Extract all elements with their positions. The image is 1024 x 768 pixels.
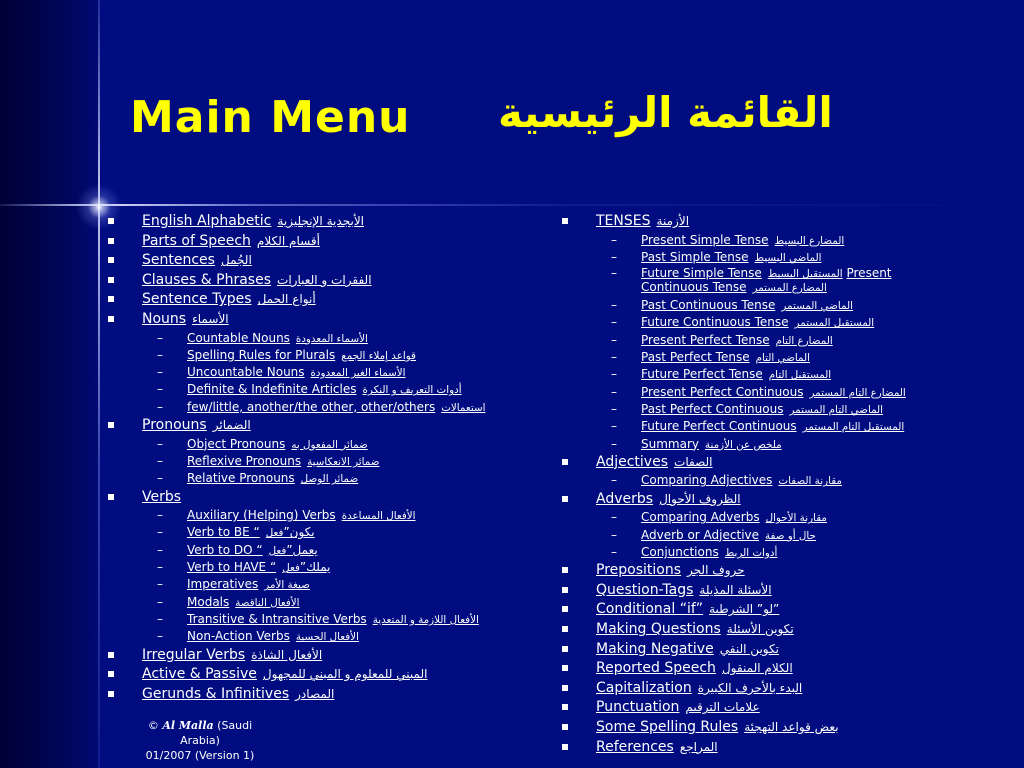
dash-icon: – [157, 611, 163, 626]
bullet-icon [562, 606, 568, 612]
submenu-label-ar: المستقبل البسيط [767, 268, 843, 281]
title-arabic: القائمة الرئيسية [498, 88, 833, 137]
submenu-label-en: Present Simple Tense [641, 232, 769, 247]
dash-icon: – [157, 347, 163, 362]
submenu-item-comparing-adjectives [560, 472, 1000, 489]
dash-icon: – [157, 508, 163, 523]
submenu-item-present-perfect-tense [560, 332, 1000, 349]
submenu-label-en: Present Perfect Continuous [641, 384, 804, 399]
submenu-item-modals [106, 594, 556, 611]
menu-link-making-negative[interactable] [596, 641, 779, 657]
submenu-item-comparing-adverbs [560, 509, 1000, 526]
menu-label-en: Clauses & Phrases [142, 271, 271, 288]
dash-icon: – [157, 594, 163, 609]
menu-item-active-passive [106, 665, 556, 685]
menu-item-clauses-phrases [106, 271, 556, 291]
bullet-icon [108, 691, 114, 697]
dash-icon: – [157, 399, 163, 414]
submenu-item-present-perfect-continuous [560, 384, 1000, 401]
menu-item-nouns [106, 310, 556, 330]
menu-label-ar: الصفات [674, 454, 713, 469]
dash-icon: – [157, 365, 163, 380]
horizontal-light-line [0, 204, 1024, 206]
menu-label-en: Conditional “if” [596, 601, 704, 618]
submenu-item-countable-nouns [106, 330, 556, 347]
submenu-label-ar: مقارنة الصفات [778, 475, 842, 488]
submenu-label-en: Auxiliary (Helping) Verbs [187, 508, 336, 523]
menu-item-making-negative [560, 640, 1000, 660]
bullet-icon [108, 218, 114, 224]
submenu-link-conjunctions[interactable] [641, 545, 777, 559]
menu-link-clauses-phrases[interactable] [142, 272, 372, 288]
menu-label-ar: المصادر [295, 686, 335, 701]
menu-label-en: English Alphabetic [142, 213, 272, 229]
submenu-label-en: Reflexive Pronouns [187, 453, 302, 468]
bullet-icon [562, 724, 568, 730]
menu-item-sentences [106, 251, 556, 271]
submenu-label-en: Summary [641, 436, 699, 451]
submenu-item-past-perfect-continuous [560, 401, 1000, 418]
bullet-icon [108, 494, 114, 500]
dash-icon: – [611, 232, 617, 247]
dash-icon: – [157, 525, 163, 540]
submenu-link-uncountable-nouns[interactable] [187, 365, 406, 379]
submenu-label-en: Non-Action Verbs [187, 629, 290, 644]
dash-icon: – [157, 471, 163, 486]
title-english: Main Menu [130, 92, 411, 143]
dash-icon: – [611, 249, 617, 264]
menu-link-reported-speech[interactable] [596, 660, 793, 676]
menu-link-references[interactable] [596, 739, 718, 755]
menu-label-en: Making Negative [596, 640, 714, 657]
right-menu-column [560, 212, 1000, 757]
submenu-link-past-simple-tense[interactable] [641, 250, 822, 264]
bullet-icon [562, 704, 568, 710]
submenu-label-ar: ضمائر المفعول به [291, 438, 368, 451]
submenu-item-few-little-another-the-other-other-others [106, 399, 556, 416]
bullet-icon [108, 257, 114, 263]
submenu-label-en: Comparing Adjectives [641, 473, 773, 488]
submenu-item-adverb-or-adjective [560, 527, 1000, 544]
bullet-icon [562, 587, 568, 593]
submenu-label-en: Past Continuous Tense [641, 298, 776, 313]
submenu-item-uncountable-nouns [106, 364, 556, 381]
menu-item-reported-speech [560, 659, 1000, 679]
submenu-link-imperatives[interactable] [187, 577, 310, 591]
submenu-label-ar: فعل [268, 544, 287, 557]
dash-icon: – [157, 436, 163, 451]
submenu-label-en: Future Simple Tense [641, 266, 762, 281]
menu-link-adjectives[interactable] [596, 454, 713, 470]
submenu-item-future-simple-tense [560, 266, 1000, 297]
submenu-label-ar: الأفعال المساعدة [341, 510, 416, 523]
submenu-label-en: few/little, another/the other, other/others [187, 399, 436, 414]
submenu-item-reflexive-pronouns [106, 453, 556, 470]
bullet-icon [562, 496, 568, 502]
bullet-icon [108, 296, 114, 302]
submenu-item-past-simple-tense [560, 249, 1000, 266]
submenu-label-en: Adverb or Adjective [641, 527, 760, 542]
menu-label-ar: حروف الجر [687, 563, 745, 578]
submenu-link-present-perfect-tense[interactable] [641, 333, 833, 347]
submenu-label-en: Verb to BE “يكون” [187, 525, 315, 540]
menu-label-en: Nouns [142, 310, 187, 327]
dash-icon: – [611, 473, 617, 488]
dash-icon: – [157, 330, 163, 345]
submenu-item-future-continuous-tense [560, 314, 1000, 331]
menu-item-adverbs [560, 490, 1000, 510]
menu-label-en: Verbs [142, 488, 182, 505]
menu-label-ar: الأسئلة المذيلة [699, 582, 772, 597]
dash-icon: – [611, 401, 617, 416]
dash-icon: – [157, 542, 163, 557]
dash-icon: – [611, 527, 617, 542]
submenu-item-imperatives [106, 576, 556, 593]
submenu-item-present-simple-tense [560, 232, 1000, 249]
submenu-label-en: Modals [187, 594, 230, 609]
menu-link-irregular-verbs[interactable] [142, 647, 322, 663]
submenu-link-object-pronouns[interactable] [187, 437, 368, 451]
menu-link-parts-of-speech[interactable] [142, 233, 320, 249]
menu-link-verbs[interactable] [142, 489, 181, 505]
menu-item-parts-of-speech [106, 232, 556, 252]
menu-label-en: Parts of Speech [142, 232, 251, 249]
menu-link-gerunds-infinitives[interactable] [142, 686, 334, 702]
menu-item-gerunds-infinitives [106, 685, 556, 705]
menu-item-irregular-verbs [106, 646, 556, 666]
submenu-label-en: Past Perfect Tense [641, 350, 750, 365]
menu-label-en: Capitalization [596, 679, 692, 696]
menu-item-conditional-if [560, 600, 1000, 620]
submenu-label-en: Definite & Indefinite Articles [187, 382, 357, 397]
menu-item-tenses [560, 212, 1000, 232]
submenu-label-ar: الماضي المستمر [781, 300, 854, 313]
submenu-label-ar: المضارع المستمر [752, 282, 827, 295]
submenu-link-spelling-rules-for-plurals[interactable] [187, 348, 416, 362]
submenu-link-reflexive-pronouns[interactable] [187, 454, 380, 468]
menu-link-sentences[interactable] [142, 252, 252, 268]
submenu-item-past-continuous-tense [560, 297, 1000, 314]
menu-label-en: Punctuation [596, 699, 680, 716]
submenu-label-en: Conjunctions [641, 544, 719, 559]
menu-label-en: Prepositions [596, 562, 682, 579]
bullet-icon [108, 652, 114, 658]
bullet-icon [562, 665, 568, 671]
dash-icon: – [157, 560, 163, 575]
dash-icon: – [611, 315, 617, 330]
submenu-label-ar: أدوات التعريف و النكرة [362, 384, 462, 397]
bullet-icon [562, 567, 568, 573]
bullet-icon [562, 744, 568, 750]
menu-label-en: Sentence Types [142, 291, 252, 308]
menu-item-capitalization [560, 679, 1000, 699]
dash-icon: – [611, 350, 617, 365]
submenu-link-future-continuous-tense[interactable] [641, 315, 874, 329]
submenu-label-ar: الماضي البسيط [754, 251, 822, 264]
menu-label-ar: الأزمنة [656, 214, 690, 228]
menu-item-question-tags [560, 581, 1000, 601]
menu-item-sentence-types [106, 290, 556, 310]
bullet-icon [108, 238, 114, 244]
menu-link-making-questions[interactable] [596, 621, 794, 637]
bullet-icon [562, 626, 568, 632]
submenu-label-en: Future Perfect Continuous [641, 419, 797, 434]
menu-label-ar: الكلام المنقول [721, 661, 793, 676]
dash-icon: – [611, 332, 617, 347]
menu-label-ar: تكوين الأسئلة [726, 622, 794, 637]
submenu-label-ar: فعل [265, 527, 284, 540]
menu-label-en: Adverbs [596, 490, 654, 507]
submenu-label-ar: المستقبل التام [768, 369, 832, 382]
submenu-label-ar: الأسماء الغير المعدودة [310, 367, 406, 380]
submenu-item-definite-indefinite-articles [106, 381, 556, 398]
submenu-label-ar: المضارع البسيط [774, 234, 845, 247]
submenu-label-en: Imperatives [187, 577, 259, 592]
submenu-item-verb-to-be [106, 524, 556, 541]
dash-icon: – [611, 510, 617, 525]
submenu-label-en: Present Perfect Tense [641, 332, 770, 347]
submenu-label-en: Comparing Adverbs [641, 510, 760, 525]
submenu-label-ar: ضمائر الوصل [300, 473, 359, 486]
submenu-link-past-perfect-tense[interactable] [641, 350, 810, 364]
submenu-item-transitive-intransitive-verbs [106, 611, 556, 628]
menu-item-references [560, 738, 1000, 758]
right-menu-list [560, 212, 1000, 757]
submenu-label-ar: المستقبل التام المستمر [802, 421, 905, 434]
menu-label-ar: البدء بالأحرف الكبيرة [697, 680, 803, 695]
menu-link-some-spelling-rules[interactable] [596, 719, 839, 735]
menu-label-ar: الأسماء [192, 311, 229, 326]
version-date: 01/2007 (Version 1) [145, 749, 255, 762]
menu-link-prepositions[interactable] [596, 562, 745, 578]
submenu-link-present-simple-tense[interactable] [641, 233, 844, 247]
menu-label-ar: لو” الشرطية” [709, 602, 780, 617]
submenu-label-en: Verb to DO “يعمل” [187, 542, 318, 557]
submenu-item-verb-to-have [106, 559, 556, 576]
menu-label-ar: الفقرات و العبارات [277, 272, 372, 287]
submenu-label-ar: حال أو صفة [765, 529, 816, 542]
menu-label-ar: تكوين النفي [719, 641, 779, 656]
dash-icon: – [611, 367, 617, 382]
submenu-item-spelling-rules-for-plurals [106, 347, 556, 364]
submenu-link-comparing-adverbs[interactable] [641, 510, 827, 524]
submenu-item-conjunctions [560, 544, 1000, 561]
submenu-item-relative-pronouns [106, 470, 556, 487]
bullet-icon [562, 218, 568, 224]
menu-link-english-alphabetic[interactable] [142, 213, 364, 229]
dash-icon: – [157, 577, 163, 592]
menu-label-en: Some Spelling Rules [596, 718, 739, 735]
menu-link-question-tags[interactable] [596, 582, 772, 598]
menu-item-some-spelling-rules [560, 718, 1000, 738]
menu-label-en: Question-Tags [596, 581, 694, 598]
submenu-link-verb-to-do[interactable] [187, 543, 318, 557]
submenu-link-definite-indefinite-articles[interactable] [187, 382, 462, 396]
dash-icon: – [611, 419, 617, 434]
menu-item-pronouns [106, 416, 556, 436]
submenu-label-ar: الأسماء المعدودة [295, 332, 368, 345]
menu-link-capitalization[interactable] [596, 680, 802, 696]
submenu-label-ar: استعمالات [441, 401, 486, 414]
submenu-label-en: Past Simple Tense [641, 249, 749, 264]
author-brand: Al Malla [162, 719, 214, 732]
submenu-item-summary [560, 436, 1000, 453]
submenu-label-en: Past Perfect Continuous [641, 401, 784, 416]
submenu-link-past-perfect-continuous[interactable] [641, 402, 883, 416]
dash-icon: – [611, 384, 617, 399]
dash-icon: – [157, 453, 163, 468]
submenu-label-en: Verb to HAVE “يملك” [187, 560, 331, 575]
submenu-label-ar: قواعد إملاء الجمع [341, 349, 416, 362]
submenu-link-comparing-adjectives[interactable] [641, 473, 842, 487]
submenu-label-en-line2: Continuous Tense [641, 280, 747, 295]
menu-item-making-questions [560, 620, 1000, 640]
menu-label-ar: الظروف الأحوال [659, 491, 741, 506]
submenu-label-ar: الأفعال اللازمة و المتعدية [372, 613, 479, 626]
menu-link-tenses[interactable] [596, 213, 689, 229]
submenu-link-present-perfect-continuous[interactable] [641, 385, 906, 399]
menu-link-active-passive[interactable] [142, 666, 427, 682]
menu-label-en: Adjectives [596, 453, 668, 470]
menu-label-en: TENSES [596, 213, 651, 229]
dash-icon: – [611, 436, 617, 451]
dash-icon: – [611, 266, 617, 281]
left-menu-list [106, 212, 556, 704]
submenu-link-auxiliary-helping-verbs[interactable] [187, 508, 416, 522]
menu-label-en: References [596, 738, 674, 755]
menu-label-ar: بعض قواعد التهجئة [744, 719, 839, 734]
dash-icon: – [157, 629, 163, 644]
bullet-icon [108, 277, 114, 283]
menu-label-ar: أنواع الجمل [257, 292, 316, 307]
menu-label-en: Making Questions [596, 621, 721, 638]
submenu-item-past-perfect-tense [560, 349, 1000, 366]
menu-item-english-alphabetic [106, 212, 556, 232]
copyright-symbol: © [147, 719, 159, 732]
submenu-link-transitive-intransitive-verbs[interactable] [187, 612, 479, 626]
menu-label-ar: الضمائر [212, 418, 251, 433]
menu-label-en: Sentences [142, 252, 215, 269]
submenu-label-ar: المضارع التام [775, 334, 833, 347]
submenu-label-ar: الماضي التام [755, 352, 810, 365]
submenu-label-en: Relative Pronouns [187, 471, 295, 486]
menu-label-en: Active & Passive [142, 666, 257, 683]
submenu-item-future-perfect-tense [560, 366, 1000, 383]
menu-link-pronouns[interactable] [142, 417, 251, 433]
menu-item-prepositions [560, 561, 1000, 581]
menu-label-en: Reported Speech [596, 660, 716, 677]
submenu-label-ar: المستقبل المستمر [794, 317, 875, 330]
menu-link-nouns[interactable] [142, 311, 229, 327]
menu-item-adjectives [560, 453, 1000, 473]
submenu-item-auxiliary-helping-verbs [106, 507, 556, 524]
vertical-light-line [98, 0, 100, 768]
submenu-label-ar: مقارنة الأحوال [765, 512, 827, 525]
submenu-label-ar: الماضي التام المستمر [789, 403, 884, 416]
submenu-link-verb-to-be[interactable] [187, 525, 315, 539]
submenu-link-few-little-another-the-other-other-others[interactable] [187, 400, 486, 414]
menu-item-punctuation [560, 698, 1000, 718]
bullet-icon [108, 316, 114, 322]
submenu-link-future-perfect-continuous[interactable] [641, 419, 904, 433]
submenu-link-modals[interactable] [187, 595, 300, 609]
submenu-link-verb-to-have[interactable] [187, 560, 331, 574]
submenu-item-object-pronouns [106, 436, 556, 453]
left-band-decoration [0, 0, 98, 768]
submenu-label-en: Future Perfect Tense [641, 367, 763, 382]
bullet-icon [108, 671, 114, 677]
dash-icon: – [611, 544, 617, 559]
menu-label-en: Irregular Verbs [142, 646, 246, 663]
submenu-link-adverb-or-adjective[interactable] [641, 528, 816, 542]
menu-label-ar: الجُمل [220, 253, 252, 268]
bullet-icon [562, 685, 568, 691]
bullet-icon [562, 459, 568, 465]
menu-label-en: Pronouns [142, 417, 207, 434]
submenu-item-verb-to-do [106, 542, 556, 559]
submenu-label-ar: ضمائر الانعكاسية [307, 455, 380, 468]
bullet-icon [108, 422, 114, 428]
menu-link-conditional-if[interactable] [596, 601, 779, 617]
menu-item-verbs [106, 488, 556, 508]
submenu-label-en: Countable Nouns [187, 330, 290, 345]
dash-icon: – [611, 298, 617, 313]
country: (Saudi Arabia) [180, 719, 253, 747]
submenu-link-relative-pronouns[interactable] [187, 471, 358, 485]
submenu-item-non-action-verbs [106, 628, 556, 645]
submenu-label-ar: ملخص عن الأزمنة [705, 438, 782, 451]
menu-label-ar: الأبجدية الإنجليزية [277, 214, 365, 228]
submenu-label-en: Present [846, 266, 892, 281]
menu-label-ar: أقسام الكلام [256, 233, 320, 248]
menu-link-punctuation[interactable] [596, 699, 760, 715]
submenu-link-summary[interactable] [641, 437, 782, 451]
submenu-link-future-simple-tense[interactable] [641, 266, 843, 280]
submenu-label-ar: الأفعال الناقصة [235, 596, 300, 609]
submenu-label-en: Transitive & Intransitive Verbs [187, 611, 367, 626]
dash-icon: – [157, 382, 163, 397]
left-menu-column [106, 212, 556, 704]
menu-label-ar: المراجع [679, 739, 718, 754]
menu-label-ar: علامات الترقيم [685, 700, 760, 715]
menu-link-adverbs[interactable] [596, 491, 741, 507]
submenu-label-en: Spelling Rules for Plurals [187, 347, 336, 362]
submenu-label-en: Uncountable Nouns [187, 365, 305, 380]
submenu-label-en: Object Pronouns [187, 436, 286, 451]
bullet-icon [562, 646, 568, 652]
submenu-link-future-perfect-tense[interactable] [641, 367, 831, 381]
submenu-label-ar: الأفعال الحسية [295, 631, 359, 644]
menu-link-sentence-types[interactable] [142, 291, 316, 307]
submenu-item-future-perfect-continuous [560, 418, 1000, 435]
copyright-footer [130, 718, 270, 763]
submenu-label-en: Future Continuous Tense [641, 315, 789, 330]
submenu-label-ar: أدوات الربط [724, 546, 778, 559]
menu-label-ar: المبني للمعلوم و المبني للمجهول [262, 667, 428, 682]
submenu-label-ar: المضارع التام المستمر [809, 386, 906, 399]
submenu-label-ar: فعل [282, 562, 300, 575]
menu-label-ar: الأفعال الشاذة [251, 647, 323, 662]
submenu-link-past-continuous-tense[interactable] [641, 298, 853, 312]
submenu-link-non-action-verbs[interactable] [187, 629, 359, 643]
submenu-label-ar: صيغة الأمر [264, 579, 310, 592]
submenu-link-countable-nouns[interactable] [187, 331, 368, 345]
menu-label-en: Gerunds & Infinitives [142, 685, 290, 702]
